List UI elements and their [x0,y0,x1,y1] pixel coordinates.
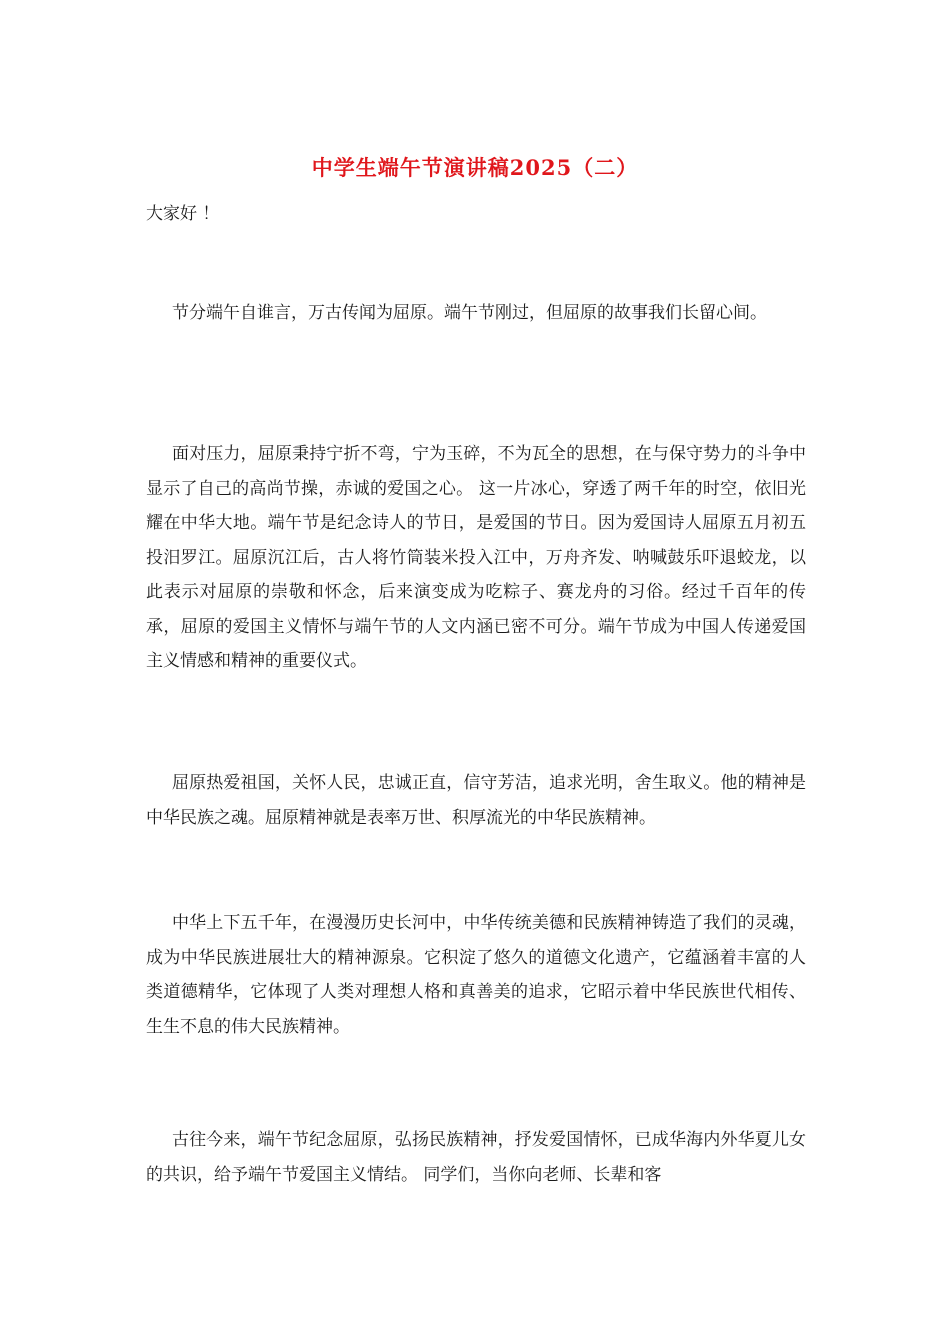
document-title: 中学生端午节演讲稿2025（二） [311,155,639,180]
paragraph-3: 屈原热爱祖国，关怀人民，忠诚正直，信守芳洁，追求光明，舍生取义。他的精神是中华民族之魂。屈原精神就是表率万世、积厚流光的中华民族精神。 [146,773,806,828]
paragraph-2: 面对压力，屈原秉持宁折不弯，宁为玉碎，不为瓦全的思想，在与保守势力的斗争中显示了自己的高尚节操，赤诚的爱国之心。 这一片冰心，穿透了两千年的时空，依旧光耀在中华大地。端午节是纪念诗人的节日，是爱国的节日。因为爱国诗人屈原五月初五投汨罗江。屈原沉江后，古人将竹筒装米投入江中，万舟齐发、呐喊鼓乐吓退蛟龙，以此表示对屈原的崇敬和怀念，后来演变成为吃粽子、赛龙舟的习俗。经过千百年的传承，屈原的爱国主义情怀与端午节的人文内涵已密不可分。端午节成为中国人传递爱国主义情感和精神的重要仪式。 [146,444,806,671]
paragraph-5: 古往今来，端午节纪念屈原，弘扬民族精神，抒发爱国情怀，已成华海内外华夏儿女的共识，给予端午节爱国主义情结。 同学们，当你向老师、长辈和客 [146,1130,806,1185]
paragraph-1: 节分端午自谁言，万古传闻为屈原。端午节刚过，但屈原的故事我们长留心间。 [172,303,767,323]
paragraph-4: 中华上下五千年，在漫漫历史长河中，中华传统美德和民族精神铸造了我们的灵魂，成为中华民族进展壮大的精神源泉。它积淀了悠久的道德文化遗产，它蕴涵着丰富的人类道德精华，它体现了人类对理想人格和真善美的追求，它昭示着中华民族世代相传、生生不息的伟大民族精神。 [146,913,806,1037]
greeting-line: 大家好 ！ [146,204,220,224]
